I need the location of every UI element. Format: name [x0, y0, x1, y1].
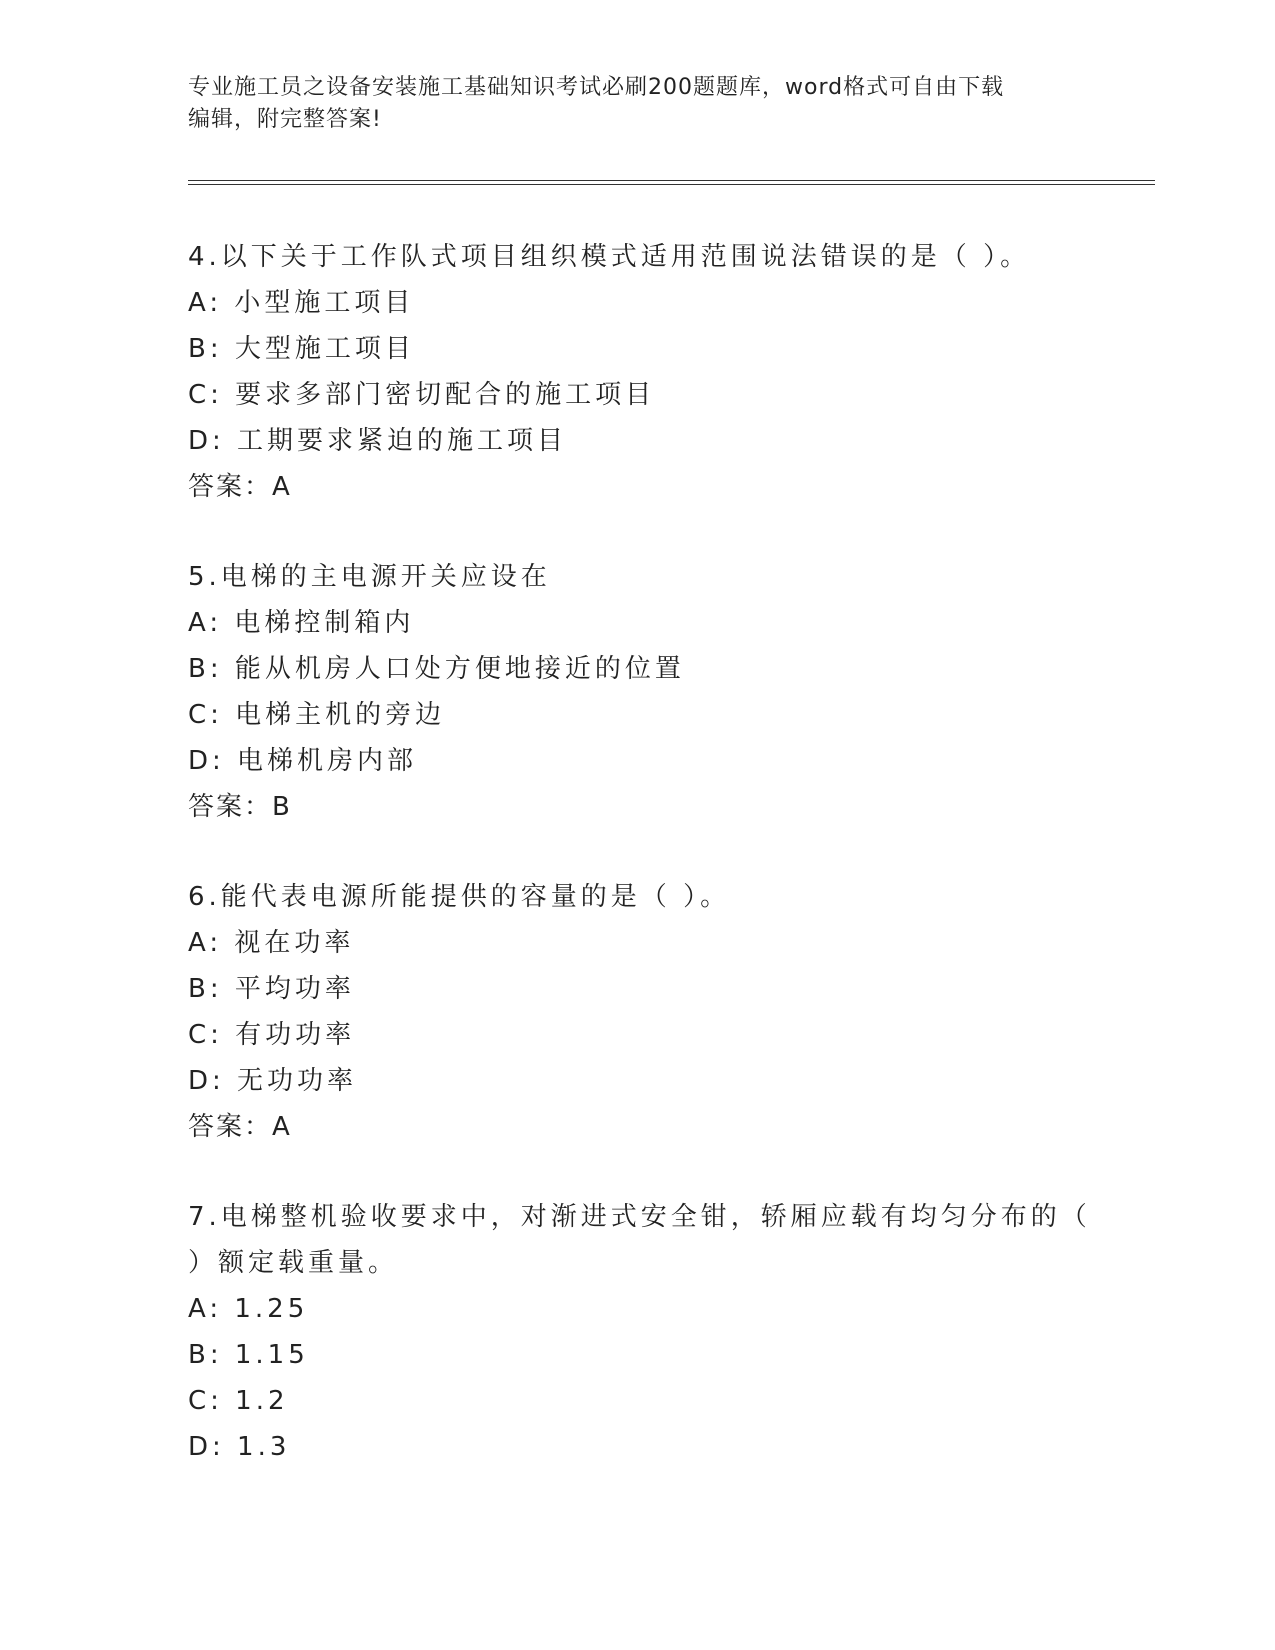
option-a: A: 视在功率 — [188, 928, 355, 958]
option-a: A: 1.25 — [188, 1294, 309, 1324]
option-c: C: 有功功率 — [188, 1020, 356, 1050]
question-stem-line-2: ）额定载重量。 — [188, 1248, 399, 1278]
option-a: A: 电梯控制箱内 — [188, 608, 415, 638]
answer-label: 答案：A — [188, 1112, 292, 1142]
answer-label: 答案：B — [188, 792, 292, 822]
answer-label: 答案：A — [188, 472, 292, 502]
option-d: D: 无功功率 — [188, 1066, 358, 1096]
question-6 — [188, 874, 1068, 1150]
question-5 — [188, 554, 1068, 830]
document-header — [188, 72, 1088, 136]
header-divider-top — [188, 180, 1155, 181]
option-c: C: 要求多部门密切配合的施工项目 — [188, 380, 656, 410]
option-b: B: 平均功率 — [188, 974, 355, 1004]
option-b: B: 1.15 — [188, 1340, 309, 1370]
question-stem-line-1: 7.电梯整机验收要求中，对渐进式安全钳，轿厢应载有均匀分布的（ — [188, 1202, 1091, 1232]
header-title-line-2: 编辑，附完整答案! — [188, 107, 382, 132]
option-a: A: 小型施工项目 — [188, 288, 415, 318]
option-d: D: 1.3 — [188, 1432, 291, 1462]
question-stem: 4.以下关于工作队式项目组织模式适用范围说法错误的是（ ）。 — [188, 242, 1031, 272]
option-d: D: 工期要求紧迫的施工项目 — [188, 426, 568, 456]
option-c: C: 电梯主机的旁边 — [188, 700, 446, 730]
question-7 — [188, 1194, 1091, 1470]
option-b: B: 大型施工项目 — [188, 334, 415, 364]
option-d: D: 电梯机房内部 — [188, 746, 418, 776]
question-4 — [188, 234, 1068, 510]
option-b: B: 能从机房人口处方便地接近的位置 — [188, 654, 685, 684]
option-c: C: 1.2 — [188, 1386, 289, 1416]
question-stem: 5.电梯的主电源开关应设在 — [188, 562, 551, 592]
header-title-line-1: 专业施工员之设备安装施工基础知识考试必刷200题题库，word格式可自由下载 — [188, 75, 1005, 100]
header-divider-bottom — [188, 184, 1155, 185]
question-stem: 6.能代表电源所能提供的容量的是（ ）。 — [188, 882, 731, 912]
